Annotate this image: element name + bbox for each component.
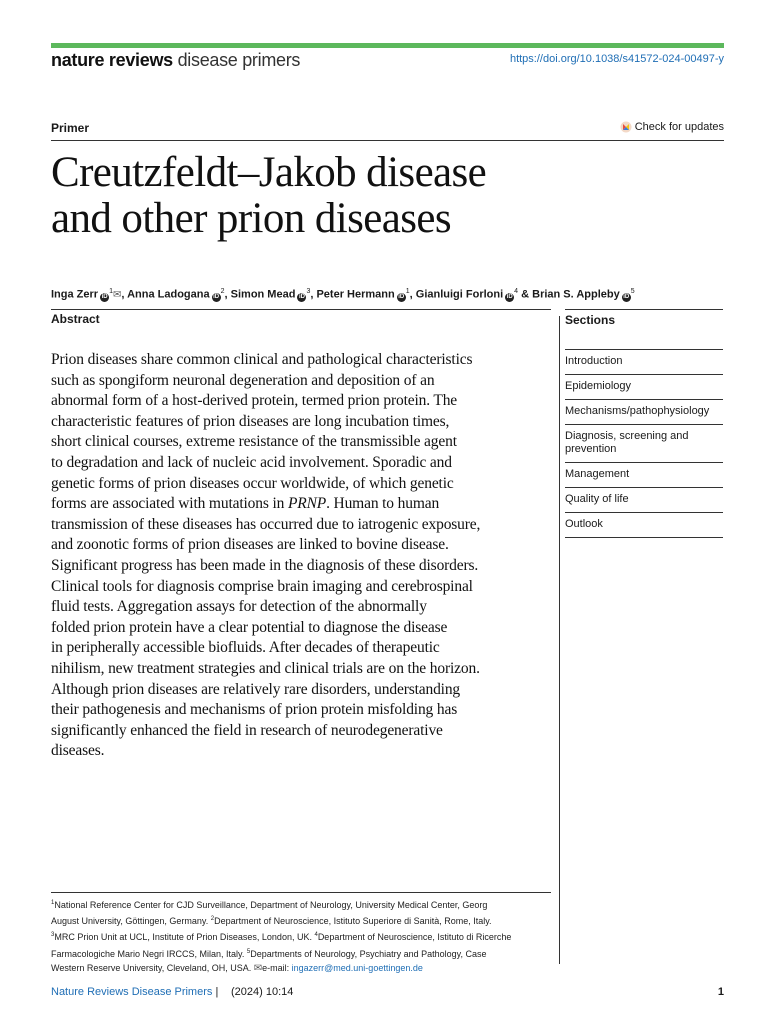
section-link-epidemiology[interactable]: Epidemiology bbox=[565, 374, 723, 399]
abstract-line: abnormal form of a host-derived protein, termed prion protein. The bbox=[51, 392, 458, 410]
section-link-mechanisms[interactable]: Mechanisms/pathophysiology bbox=[565, 399, 723, 424]
abstract-line: folded prion protein have a clear potential to diagnose the disease bbox=[51, 618, 448, 636]
footer-citation: (2024) 10:14 bbox=[231, 986, 294, 998]
affiliation-line: $^3$MRC Prion Unit at UCL, Institute of Prion Diseases, London, UK. $^4$Department of Neuroscience, Istituto di Ricerche bbox=[51, 932, 512, 943]
author-affiliation: 1 bbox=[405, 288, 410, 295]
orcid-icon[interactable]: iD bbox=[623, 293, 630, 300]
author-affiliation: 5 bbox=[630, 288, 635, 295]
section-link-quality-of-life[interactable]: Quality of life bbox=[565, 487, 723, 512]
mail-icon: ✉ bbox=[253, 962, 263, 974]
title-line-1: Creutzfeldt–Jakob disease bbox=[51, 149, 487, 196]
check-for-updates-label: Check for updates bbox=[634, 121, 724, 133]
abstract-body bbox=[51, 350, 551, 762]
author-name[interactable]: Brian S. Appleby bbox=[532, 288, 620, 301]
mail-icon[interactable]: ✉ bbox=[112, 289, 122, 301]
abstract-line bbox=[51, 494, 551, 515]
abstract-line: and zoonotic forms of prion diseases are linked to bovine disease. bbox=[51, 536, 449, 554]
affiliation-line bbox=[51, 961, 556, 976]
orcid-icon[interactable]: iD bbox=[213, 293, 220, 300]
footer-journal-link[interactable]: Nature Reviews Disease Primers bbox=[51, 986, 213, 998]
author-name[interactable]: Simon Mead bbox=[230, 288, 296, 301]
journal-name-bold: nature reviews bbox=[51, 50, 173, 70]
abstract-line: to degradation and lack of nucleic acid involvement. Sporadic and bbox=[51, 453, 452, 471]
abstract-line: such as spongiform neuronal degeneration and deposition of an bbox=[51, 371, 435, 389]
column-divider bbox=[559, 316, 560, 964]
abstract-rule bbox=[51, 309, 551, 310]
page-footer bbox=[51, 986, 724, 998]
abstract-heading: Abstract bbox=[51, 312, 100, 326]
abstract-line: fluid tests. Aggregation assays for detection of the abnormally bbox=[51, 598, 427, 616]
abstract-line: short clinical courses, extreme resistance of the transmissible agent bbox=[51, 433, 457, 451]
affiliation-text: Departments of Neurology, Psychiatry and Pathology, Case bbox=[250, 948, 487, 959]
crossmark-icon bbox=[620, 121, 632, 133]
abstract-line: characteristic features of prion diseases are long incubation times, bbox=[51, 412, 450, 430]
abstract-line: nihilism, new treatment strategies and clinical trials are on the horizon. bbox=[51, 659, 480, 677]
affiliation-line: $^1$National Reference Center for CJD Surveillance, Department of Neurology, University Medical Center, Georg bbox=[51, 900, 488, 910]
abstract-line: Although prion diseases are relatively rare disorders, understanding bbox=[51, 680, 461, 698]
header-rule bbox=[51, 140, 724, 141]
abstract-line: diseases. bbox=[51, 742, 105, 760]
article-type: Primer bbox=[51, 121, 90, 135]
section-link-introduction[interactable]: Introduction bbox=[565, 349, 723, 374]
author-name[interactable]: Anna Ladogana bbox=[127, 288, 210, 301]
sections-rule bbox=[565, 309, 723, 310]
title-line-2: and other prion diseases bbox=[51, 195, 451, 242]
author-name[interactable]: Peter Hermann bbox=[316, 288, 395, 301]
orcid-icon[interactable]: iD bbox=[398, 293, 405, 300]
section-link-diagnosis[interactable]: Diagnosis, screening and prevention bbox=[565, 424, 723, 462]
abstract-line: transmission of these diseases has occurred due to iatrogenic exposure, bbox=[51, 515, 481, 533]
affiliation-text: Farmacologiche Mario Negri IRCCS, Milan, Italy. bbox=[51, 948, 247, 959]
gene-name: PRNP bbox=[287, 495, 327, 513]
journal-name bbox=[51, 50, 300, 71]
check-for-updates-button[interactable] bbox=[620, 121, 724, 133]
orcid-icon[interactable]: iD bbox=[298, 293, 305, 300]
author-affiliation: 3 bbox=[306, 288, 311, 295]
article-title bbox=[51, 150, 486, 242]
abstract-line-text: . Human to human bbox=[326, 495, 440, 513]
abstract-line: Significant progress has been made in the diagnosis of these disorders. bbox=[51, 556, 479, 574]
abstract-line: Prion diseases share common clinical and pathological characteristics bbox=[51, 351, 473, 368]
author-affiliation: 4 bbox=[514, 288, 519, 295]
email-link[interactable]: ingazerr@med.uni-goettingen.de bbox=[291, 962, 423, 973]
footer-separator: | bbox=[215, 986, 219, 998]
affiliation-text: National Reference Center for CJD Surveillance, Department of Neurology, University Medical Center, Georg bbox=[54, 900, 488, 910]
affiliation-line: August University, Göttingen, Germany. $^2$Department of Neuroscience, Istituto Superiore di Sanità, Rome, Italy. bbox=[51, 916, 492, 927]
affiliation-text: Western Reserve University, Cleveland, OH, USA. bbox=[51, 962, 254, 973]
orcid-icon[interactable]: iD bbox=[506, 293, 513, 300]
affiliation-text: MRC Prion Unit at UCL, Institute of Prion Diseases, London, UK. bbox=[54, 932, 315, 943]
abstract-line: genetic forms of prion diseases occur worldwide, of which genetic bbox=[51, 474, 454, 492]
affiliation-text: Department of Neuroscience, Istituto Superiore di Sanità, Rome, Italy. bbox=[214, 916, 492, 927]
abstract-line: in peripherally accessible biofluids. After decades of therapeutic bbox=[51, 639, 440, 657]
author-list: Inga Zerr $iD^1✉$, Anna Ladogana $iD^2$, Simon Mead $iD^3$, Peter Hermann $iD^1$, Gianluigi Forloni $iD^4$ & Brian S. Appleby $iD^5$ bbox=[51, 288, 635, 301]
author-name[interactable]: Gianluigi Forloni bbox=[415, 288, 504, 301]
abstract-line-text: forms are associated with mutations in bbox=[51, 495, 288, 513]
abstract-line: significantly enhanced the field in research of neurodegenerative bbox=[51, 721, 443, 739]
orcid-icon[interactable]: iD bbox=[101, 293, 108, 300]
page-number: 1 bbox=[717, 986, 724, 998]
affiliation-text: August University, Göttingen, Germany. bbox=[51, 916, 211, 927]
author-name[interactable]: Inga Zerr bbox=[51, 288, 99, 301]
journal-name-light: disease primers bbox=[177, 50, 301, 70]
author-affiliation: 1 bbox=[109, 288, 113, 295]
affiliation-text: Department of Neuroscience, Istituto di Ricerche bbox=[317, 932, 512, 943]
section-link-management[interactable]: Management bbox=[565, 462, 723, 487]
affiliation-line: Farmacologiche Mario Negri IRCCS, Milan, Italy. $^5$Departments of Neurology, Psychiatry and Pathology, Case bbox=[51, 948, 487, 959]
section-link-outlook[interactable]: Outlook bbox=[565, 512, 723, 538]
sections-heading: Sections bbox=[565, 313, 616, 327]
doi-link[interactable]: https://doi.org/10.1038/s41572-024-00497-y bbox=[509, 53, 724, 65]
abstract-line: their pathogenesis and mechanisms of prion protein misfolding has bbox=[51, 701, 458, 719]
abstract-line: Clinical tools for diagnosis comprise brain imaging and cerebrospinal bbox=[51, 577, 473, 595]
affiliations-rule bbox=[51, 892, 551, 893]
email-label: e-mail: bbox=[262, 962, 292, 973]
affiliations bbox=[51, 896, 556, 976]
author-affiliation: 2 bbox=[220, 288, 225, 295]
journal-accent-bar bbox=[51, 43, 724, 48]
sections-nav bbox=[565, 349, 723, 538]
